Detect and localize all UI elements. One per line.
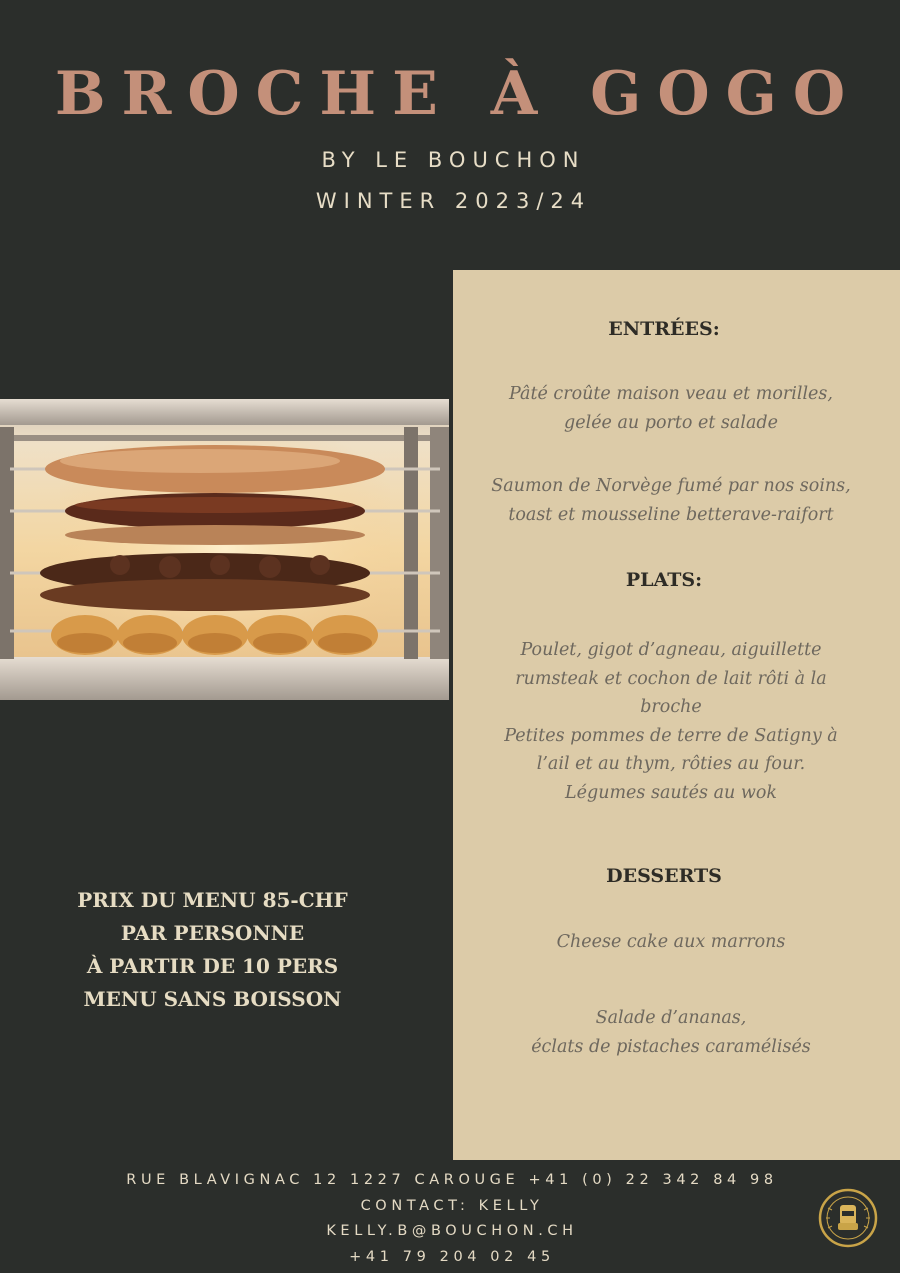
footer-email[interactable]: KELLY.B@BOUCHON.CH: [326, 1223, 578, 1239]
entree-item: Saumon de Norvège fumé par nos soins, toast et mousseline betterave-raifort: [491, 476, 851, 525]
rotisserie-photo: [0, 399, 449, 700]
dessert-item: Salade d’ananas, éclats de pistaches caramélisés: [531, 1008, 811, 1057]
entrees-heading: ENTRÉES:: [608, 318, 720, 340]
price-info: PRIX DU MENU 85-CHF PAR PERSONNE À PARTIR DE 10 PERS MENU SANS BOISSON: [77, 888, 348, 1011]
footer-address: RUE BLAVIGNAC 12 1227 CAROUGE +41 (0) 22 342 84 98: [126, 1172, 778, 1188]
menu-season: WINTER 2023/24: [315, 189, 592, 213]
plats-heading: PLATS:: [625, 569, 703, 591]
dessert-item: Cheese cake aux marrons: [556, 932, 786, 952]
plat-item: Poulet, gigot d’agneau, aiguillette rumsteak et cochon de lait rôti à la broche Petites pommes de terre de Satigny à l’ail et au thym, rôties au four. Légumes sautés au wok: [504, 640, 838, 803]
footer-contact: CONTACT: KELLY: [360, 1198, 544, 1214]
entree-item: Pâté croûte maison veau et morilles, gelée au porto et salade: [509, 384, 833, 433]
footer-phone[interactable]: +41 79 204 02 45: [349, 1249, 555, 1265]
menu-subtitle: BY LE BOUCHON: [321, 148, 586, 172]
menu-panel: [453, 270, 900, 1160]
desserts-heading: DESSERTS: [606, 865, 722, 887]
menu-title: BROCHE À GOGO: [54, 59, 862, 129]
bouchon-logo: [818, 1188, 878, 1248]
